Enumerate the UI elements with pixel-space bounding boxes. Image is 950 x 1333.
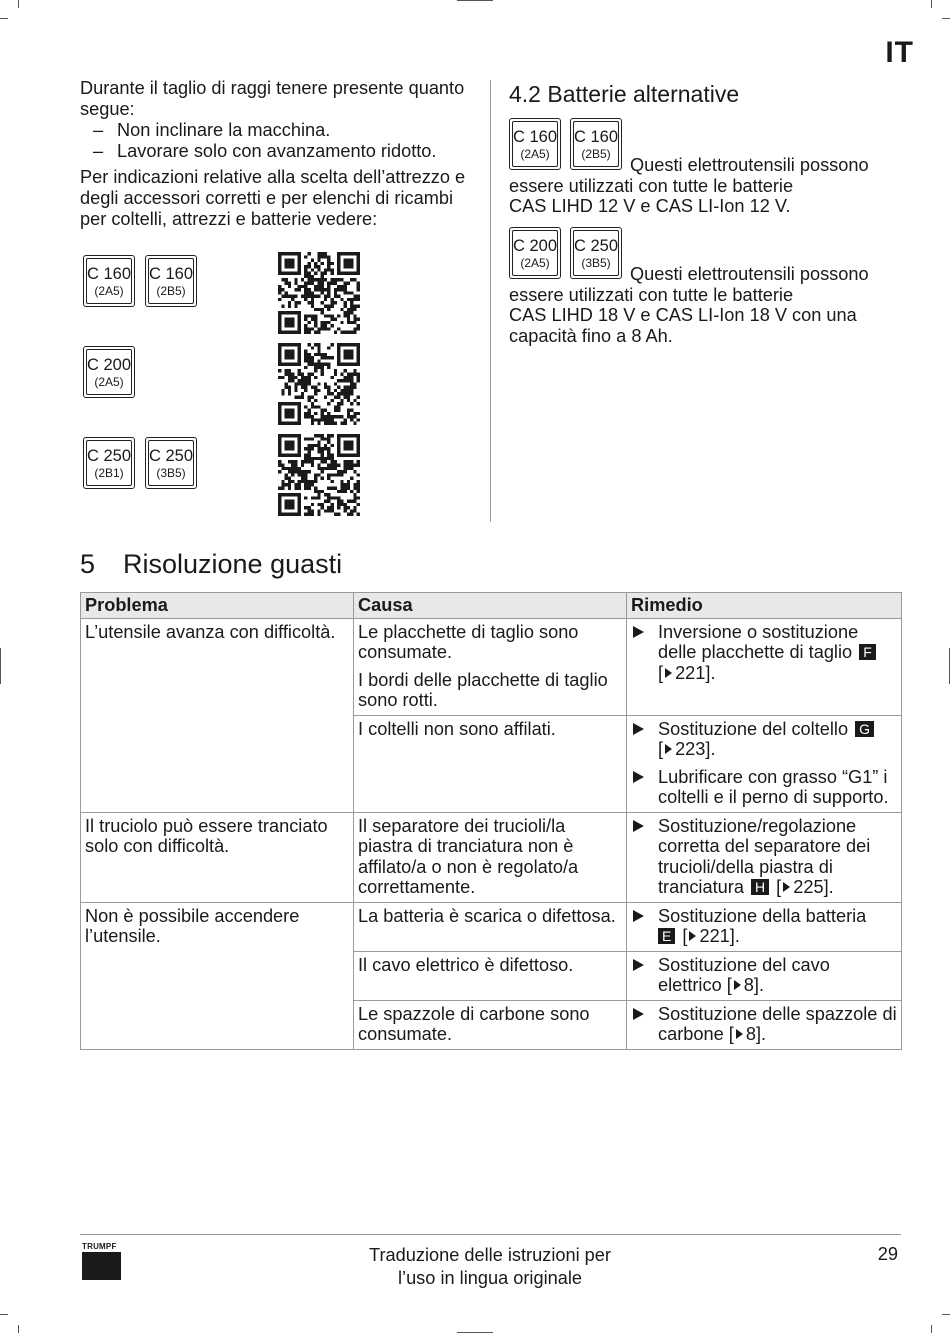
trumpf-logo: [82, 1242, 122, 1280]
logo-text: TRUMPF: [82, 1242, 117, 1251]
model-badge: C 160 (2B5): [145, 255, 197, 307]
crop-mark: [942, 1314, 950, 1315]
page-reference-link[interactable]: 221].: [675, 662, 716, 683]
crop-mark: [931, 0, 932, 8]
cause-text: I bordi delle placchette di taglio sono rotti.: [358, 669, 608, 710]
dash-marker: –: [93, 120, 104, 140]
cause-cell: [354, 812, 627, 902]
remedy-cell: [627, 951, 902, 1000]
column-header: Causa: [354, 593, 627, 619]
crop-mark: [18, 1325, 19, 1333]
figure-label: H: [751, 879, 769, 895]
page-ref-icon: [783, 882, 790, 892]
problem-cell: L’utensile avanza con difficoltà.: [81, 618, 354, 812]
subsection-heading: 4.2 Batterie alternative: [509, 81, 740, 107]
cause-text: Il cavo elettrico è difettoso.: [358, 954, 574, 975]
cause-cell: [354, 715, 627, 812]
model-badge: C 250 (3B5): [145, 437, 197, 489]
list-item: [80, 120, 475, 141]
crop-mark: [931, 1325, 932, 1333]
remedy-cell: [627, 618, 902, 715]
battery-paragraph: Questi elettroutensili possono essere utilizzati con tutte le batterie CAS LIHD 18 V e CAS LI-Ion 18 V con una capacità fino a 8 Ah.: [509, 264, 869, 346]
crop-mark: [0, 648, 1, 684]
page-ref-icon: [689, 931, 696, 941]
column-header: Rimedio: [627, 593, 902, 619]
remedy-cell: [627, 812, 902, 902]
model-badge: C 160 (2B5): [570, 118, 622, 170]
remedy-cell: [627, 715, 902, 812]
language-tag: IT: [885, 36, 914, 69]
cause-text: I coltelli non sono affilati.: [358, 718, 556, 739]
crop-mark: [0, 18, 8, 19]
footer-line: l’uso in lingua originale: [397, 1268, 582, 1288]
bullet-text: Lavorare solo con avanzamento ridotto.: [117, 141, 437, 161]
model-badge: C 250 (3B5): [570, 227, 622, 279]
figure-label: F: [859, 644, 876, 660]
cause-text: Le placchette di taglio sono consumate.: [358, 621, 579, 662]
right-column: [509, 80, 904, 346]
troubleshooting-table: [80, 592, 902, 1050]
remedy-item: Lubrificare con grasso “G1” i coltelli e il perno di supporto.: [631, 767, 897, 808]
model-badge: C 200 (2A5): [509, 227, 561, 279]
dash-marker: –: [93, 141, 104, 161]
problem-cell: Il truciolo può essere tranciato solo con difficoltà.: [81, 812, 354, 902]
table-header-row: [81, 593, 902, 619]
page-ref-icon: [734, 980, 741, 990]
arrow-bullet-icon: [633, 771, 644, 783]
arrow-bullet-icon: [633, 820, 644, 832]
cause-text: La batteria è scarica o difettosa.: [358, 905, 616, 926]
left-column: [80, 78, 475, 230]
remedy-item: Inversione o sostituzione delle placchette di taglio F [ 221].: [631, 622, 897, 684]
cause-text: Le spazzole di carbone sono consumate.: [358, 1003, 590, 1044]
page-reference-link[interactable]: 223].: [675, 739, 716, 759]
column-header: Problema: [81, 593, 354, 619]
page-ref-icon: [665, 744, 672, 754]
crop-mark: [457, 0, 493, 1]
bullet-text: Non inclinare la macchina.: [117, 120, 331, 140]
page-reference-link[interactable]: 8].: [743, 975, 765, 995]
arrow-bullet-icon: [633, 626, 644, 638]
logo-block: [82, 1252, 121, 1280]
footer-text: [350, 1244, 630, 1290]
remedy-cell: [627, 902, 902, 951]
page-ref-icon: [665, 668, 672, 678]
page-reference-link[interactable]: 225].: [793, 877, 834, 897]
arrow-bullet-icon: [633, 1008, 644, 1020]
crop-mark: [942, 18, 950, 19]
qr-code-icon[interactable]: [278, 252, 360, 334]
arrow-bullet-icon: [633, 910, 644, 922]
bullet-list: [80, 120, 475, 162]
cause-text: Il separatore dei trucioli/la piastra di tranciatura non è affilato/a o non è regolato/a correttamente.: [358, 815, 579, 897]
table-row: [81, 812, 902, 902]
remedy-item: Sostituzione della batteria E [ 221].: [631, 906, 897, 947]
remedy-item: Sostituzione del coltello G [ 223].: [631, 719, 897, 760]
arrow-bullet-icon: [633, 723, 644, 735]
intro-text: Durante il taglio di raggi tenere presente quanto segue:: [80, 78, 465, 119]
footer-line: Traduzione delle istruzioni per: [369, 1245, 611, 1265]
reference-paragraph: Per indicazioni relative alla scelta dell’attrezzo e degli accessori corretti e per elenchi di ricambi per coltelli, attrezzi e batterie vedere:: [80, 167, 466, 229]
table-row: [81, 618, 902, 715]
cause-cell: [354, 902, 627, 951]
qr-code-icon[interactable]: [278, 434, 360, 516]
section-title: 5 Risoluzione guasti: [80, 549, 343, 579]
table-row: [81, 902, 902, 951]
page-reference-link[interactable]: 8].: [745, 1024, 767, 1044]
cause-cell: [354, 1000, 627, 1049]
remedy-item: Sostituzione/regolazione corretta del separatore dei trucioli/della piastra di tranciatura H [ 225].: [631, 816, 897, 898]
remedy-item: Sostituzione del cavo elettrico [ 8].: [631, 955, 897, 996]
page-ref-icon: [736, 1029, 743, 1039]
figure-label: E: [658, 928, 675, 944]
column-divider: [490, 80, 491, 522]
list-item: [80, 141, 475, 162]
crop-mark: [0, 1314, 8, 1315]
figure-label: G: [855, 721, 874, 737]
qr-code-icon[interactable]: [278, 343, 360, 425]
model-badge: C 250 (2B1): [83, 437, 135, 489]
problem-cell: Non è possibile accendere l’utensile.: [81, 902, 354, 1049]
footer-rule: [80, 1234, 901, 1235]
crop-mark: [18, 0, 19, 8]
page-reference-link[interactable]: 221].: [699, 926, 740, 946]
model-badge: C 200 (2A5): [83, 346, 135, 398]
remedy-cell: [627, 1000, 902, 1049]
cause-cell: [354, 951, 627, 1000]
arrow-bullet-icon: [633, 959, 644, 971]
battery-paragraph: Questi elettroutensili possono essere utilizzati con tutte le batterie CAS LIHD 12 V e CAS LI-Ion 12 V.: [509, 155, 869, 216]
model-badge: C 160 (2A5): [83, 255, 135, 307]
model-badge: C 160 (2A5): [509, 118, 561, 170]
page-number: 29: [877, 1244, 898, 1264]
cause-cell: [354, 618, 627, 715]
remedy-item: Sostituzione delle spazzole di carbone [ 8].: [631, 1004, 897, 1045]
